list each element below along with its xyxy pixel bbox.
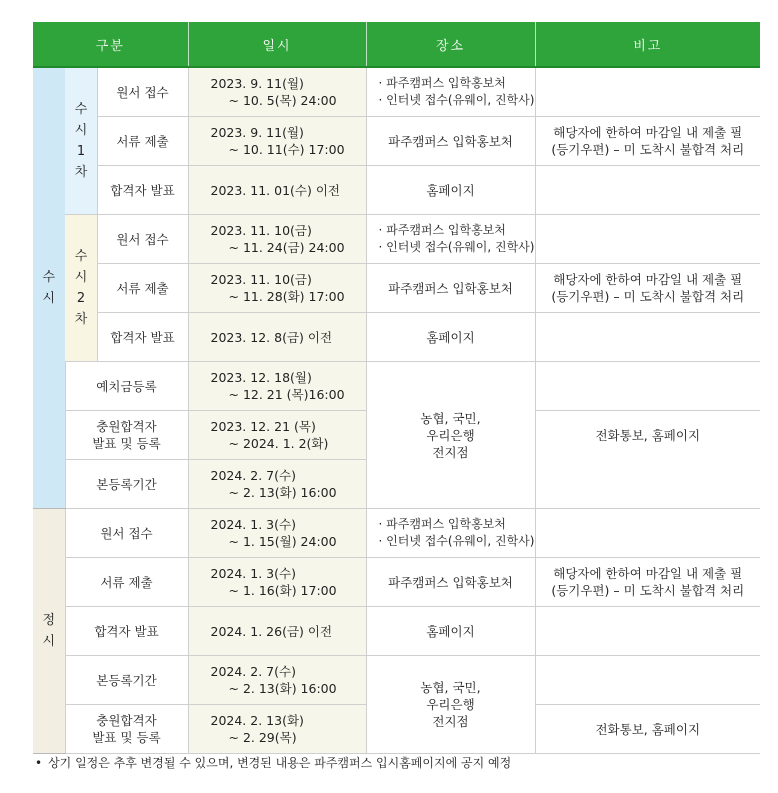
row-note: [535, 67, 760, 117]
row-item: 합격자 발표: [97, 313, 188, 362]
location-line: · 인터넷 접수(유웨이, 진학사): [378, 240, 535, 254]
row-date: [188, 215, 366, 264]
row-date: [188, 117, 366, 166]
susi2-label-cell: [65, 215, 97, 362]
date-start: 2024. 2. 13(화): [210, 713, 304, 728]
table-header-row: [33, 22, 760, 67]
row-note: 해당자에 한하여 마감일 내 제출 필 (등기우편) – 미 도착시 불합격 처리: [535, 558, 760, 607]
row-note: [535, 509, 760, 558]
row-location: [366, 67, 535, 117]
date-start: 2024. 1. 3(수): [210, 566, 296, 581]
date-start: 2023. 12. 8(금) 이전: [210, 329, 333, 345]
date-end: ~ 1. 15(월) 24:00: [228, 534, 337, 549]
date-start: 2023. 11. 10(금): [210, 223, 312, 238]
row-item: 합격자 발표: [97, 166, 188, 215]
row-location: 홈페이지: [366, 607, 535, 656]
row-item: 서류 제출: [97, 264, 188, 313]
row-date: [188, 313, 366, 362]
row-location: 파주캠퍼스 입학홍보처: [366, 117, 535, 166]
row-note: [535, 215, 760, 264]
row-note: [535, 656, 760, 705]
row-note: 전화통보, 홈페이지: [535, 411, 760, 460]
table-row: [33, 362, 760, 411]
row-item: 합격자 발표: [65, 607, 188, 656]
table-row: [33, 656, 760, 705]
row-note: [535, 313, 760, 362]
table-row: [33, 117, 760, 166]
date-start: 2023. 12. 21 (목): [210, 419, 316, 434]
susi1-label: 수 시 1 차: [74, 102, 88, 180]
susi-label: 수 시: [42, 270, 56, 306]
bank-location: 농협, 국민, 우리은행 전지점: [366, 362, 535, 509]
admission-schedule-table: [33, 22, 760, 754]
location-line: · 파주캠퍼스 입학홍보처: [378, 76, 506, 90]
row-date: [188, 166, 366, 215]
row-date: [188, 607, 366, 656]
row-location: [366, 215, 535, 264]
row-location: 파주캠퍼스 입학홍보처: [366, 558, 535, 607]
date-start: 2024. 2. 7(수): [210, 468, 296, 483]
row-date: [188, 362, 366, 411]
date-end: ~ 12. 21 (목)16:00: [228, 387, 345, 402]
row-date: [188, 509, 366, 558]
row-location: [366, 509, 535, 558]
table-row: [33, 313, 760, 362]
table-row: [33, 166, 760, 215]
row-item: 본등록기간: [65, 656, 188, 705]
row-item: 충원합격자 발표 및 등록: [65, 705, 188, 754]
header-remarks: 비고: [535, 22, 760, 67]
table-row: [33, 67, 760, 117]
table-row: [33, 509, 760, 558]
row-date: [188, 67, 366, 117]
location-line: · 파주캠퍼스 입학홍보처: [378, 223, 506, 237]
row-item: 예치금등록: [65, 362, 188, 411]
date-start: 2023. 12. 18(월): [210, 370, 312, 385]
bullet-icon: •: [35, 756, 43, 770]
susi2-label: 수 시 2 차: [74, 249, 88, 327]
row-date: [188, 460, 366, 509]
header-location: 장소: [366, 22, 535, 67]
date-end: ~ 1. 16(화) 17:00: [228, 583, 337, 598]
date-start: 2024. 1. 3(수): [210, 517, 296, 532]
row-date: [188, 656, 366, 705]
row-note: 전화통보, 홈페이지: [535, 705, 760, 754]
row-note: 해당자에 한하여 마감일 내 제출 필 (등기우편) – 미 도착시 불합격 처리: [535, 117, 760, 166]
date-start: 2023. 11. 01(수) 이전: [210, 182, 340, 198]
row-date: [188, 264, 366, 313]
row-note: [535, 607, 760, 656]
row-note: [535, 362, 760, 411]
date-end: ~ 2. 13(화) 16:00: [228, 681, 337, 696]
row-item: 원서 접수: [65, 509, 188, 558]
row-location: 홈페이지: [366, 166, 535, 215]
row-item: 원서 접수: [97, 67, 188, 117]
date-end: ~ 2024. 1. 2(화): [228, 436, 329, 451]
bank-location: 농협, 국민, 우리은행 전지점: [366, 656, 535, 754]
row-item: 본등록기간: [65, 460, 188, 509]
row-date: [188, 705, 366, 754]
row-item: 충원합격자 발표 및 등록: [65, 411, 188, 460]
date-start: 2023. 9. 11(월): [210, 76, 304, 91]
row-item: 원서 접수: [97, 215, 188, 264]
date-start: 2023. 9. 11(월): [210, 125, 304, 140]
row-note: [535, 166, 760, 215]
date-end: ~ 2. 29(목): [228, 730, 297, 745]
date-end: ~ 11. 28(화) 17:00: [228, 289, 345, 304]
table-row: [33, 558, 760, 607]
table-row: [33, 607, 760, 656]
date-start: 2023. 11. 10(금): [210, 272, 312, 287]
row-date: [188, 558, 366, 607]
footnote-text: 상기 일정은 추후 변경될 수 있으며, 변경된 내용은 파주캠퍼스 입시홈페이지에 공지 예정: [48, 756, 512, 770]
row-item: 서류 제출: [97, 117, 188, 166]
jeongsi-label: 정 시: [42, 613, 56, 649]
header-datetime: 일시: [188, 22, 366, 67]
row-note: [535, 460, 760, 509]
footnote: [35, 754, 511, 771]
date-end: ~ 10. 11(수) 17:00: [228, 142, 345, 157]
table-row: [33, 264, 760, 313]
header-category: 구분: [33, 22, 188, 67]
date-end: ~ 11. 24(금) 24:00: [228, 240, 345, 255]
date-end: ~ 2. 13(화) 16:00: [228, 485, 337, 500]
date-start: 2024. 2. 7(수): [210, 664, 296, 679]
row-location: 파주캠퍼스 입학홍보처: [366, 264, 535, 313]
location-line: · 파주캠퍼스 입학홍보처: [378, 517, 506, 531]
susi-label-cell: [33, 67, 65, 509]
row-location: 홈페이지: [366, 313, 535, 362]
susi1-label-cell: [65, 67, 97, 215]
location-line: · 인터넷 접수(유웨이, 진학사): [378, 93, 535, 107]
row-date: [188, 411, 366, 460]
date-end: ~ 10. 5(목) 24:00: [228, 93, 337, 108]
row-note: 해당자에 한하여 마감일 내 제출 필 (등기우편) – 미 도착시 불합격 처리: [535, 264, 760, 313]
location-line: · 인터넷 접수(유웨이, 진학사): [378, 534, 535, 548]
row-item: 서류 제출: [65, 558, 188, 607]
date-start: 2024. 1. 26(금) 이전: [210, 623, 333, 639]
jeongsi-label-cell: [33, 509, 65, 754]
table-row: [33, 215, 760, 264]
